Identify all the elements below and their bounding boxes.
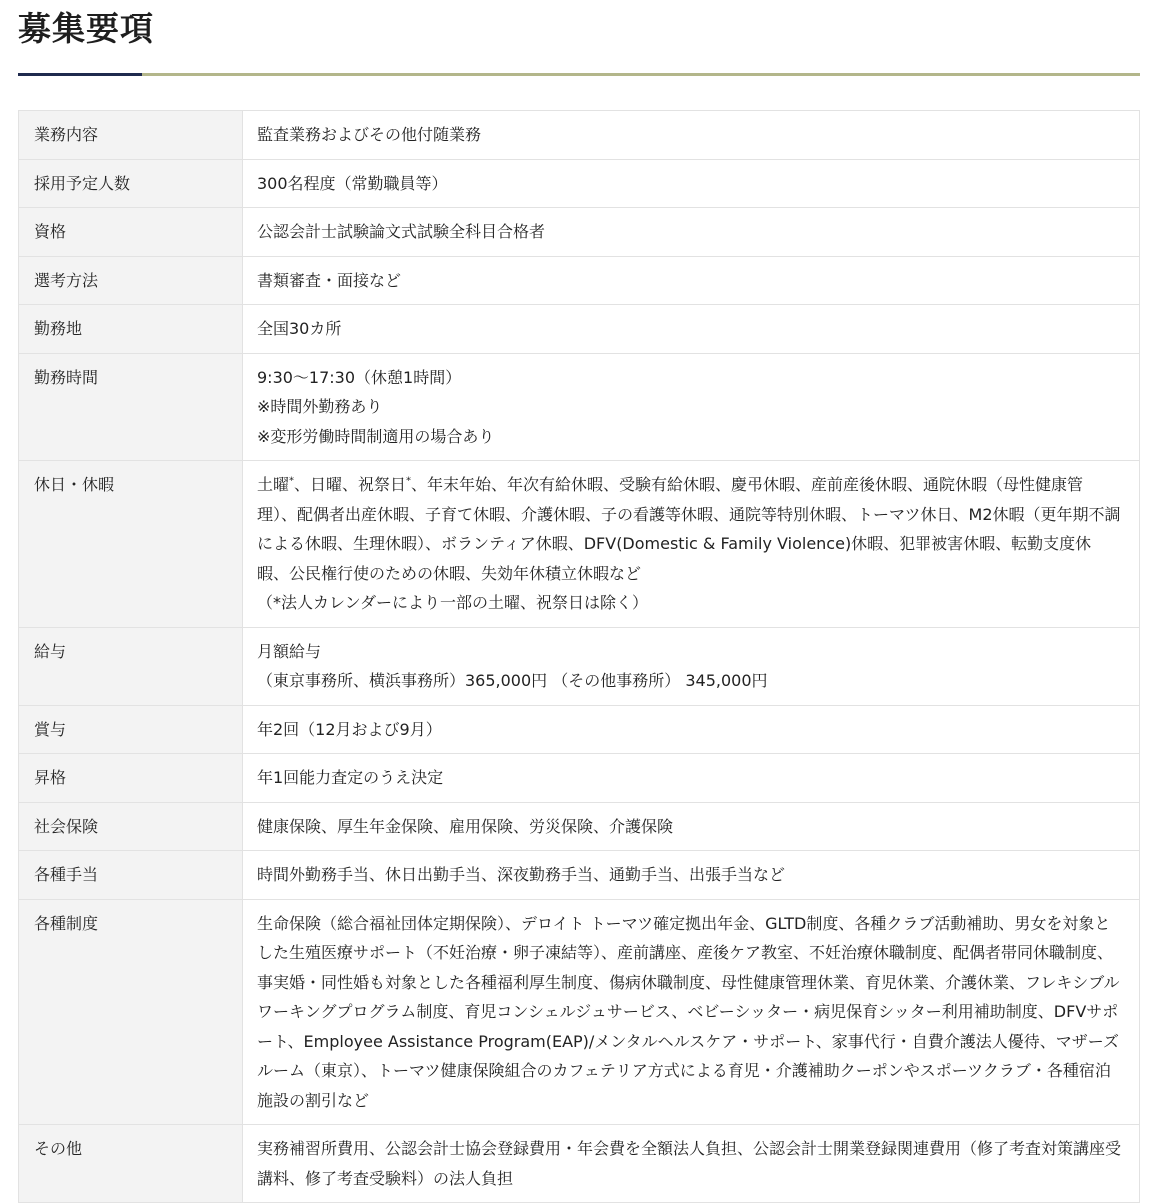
table-row-salary bbox=[19, 627, 1140, 705]
table-row-selection-method bbox=[19, 256, 1140, 305]
holiday-text: 、年末年始、年次有給休暇、受験有給休暇、慶弔休暇、産前産後休暇、通院休暇（母性健康管理）、配偶者出産休暇、子育て休暇、介護休暇、子の看護等休暇、通院等特別休暇、トーマツ休日、M2休暇（更年期不調による休暇、生理休暇）、ボランティア休暇、DFV(Domestic & Family Violence)休暇、犯罪被害休暇、転勤支度休暇、公民権行使のための休暇、失効年休積立休暇など bbox=[257, 475, 1121, 583]
row-label: 採用予定人数 bbox=[19, 159, 243, 208]
row-value-line: 生命保険（総合福祉団体定期保険）、デロイト トーマツ確定拠出年金、GLTD制度、各種クラブ活動補助、男女を対象とした生殖医療サポート（不妊治療・卵子凍結等）、産前講座、産後ケア教室、不妊治療休職制度、配偶者帯同休職制度、事実婚・同性婚も対象とした各種福利厚生制度、傷病休職制度、母性健康管理休業、育児休業、介護休業、フレキシブルワーキングプログラム制度、育児コンシェルジュサービス、ベビーシッター・病児保育シッター利用補助制度、DFVサポート、Employee Assistance Program(EAP)/メンタルヘルスケア・サポート、家事代行・自費介護法人優待、マザーズルーム（東京）、トーマツ健康保険組合のカフェテリア方式による育児・介護補助クーポンやスポーツクラブ・各種宿泊施設の割引など bbox=[257, 913, 1120, 1110]
row-value bbox=[243, 754, 1140, 803]
row-label: 資格 bbox=[19, 208, 243, 257]
row-value-line: 実務補習所費用、公認会計士協会登録費用・年会費を全額法人負担、公認会計士開業登録関連費用（修了考査対策講座受講料、修了考査受験料）の法人負担 bbox=[257, 1139, 1122, 1188]
row-label: 選考方法 bbox=[19, 256, 243, 305]
requirements-table bbox=[18, 110, 1140, 1203]
row-label: 給与 bbox=[19, 627, 243, 705]
row-value-line: 書類審査・面接など bbox=[257, 270, 402, 290]
holiday-list bbox=[257, 470, 1121, 588]
holiday-text: 土曜 bbox=[257, 475, 290, 494]
row-label: 各種制度 bbox=[19, 899, 243, 1125]
row-value-line: 年2回（12月および9月） bbox=[257, 719, 442, 739]
row-value bbox=[243, 353, 1140, 461]
row-value-line: （東京事務所、横浜事務所）365,000円 （その他事務所） 345,000円 bbox=[257, 671, 768, 690]
row-value-line: ※変形労働時間制適用の場合あり bbox=[257, 426, 495, 446]
table-row-qualification bbox=[19, 208, 1140, 257]
row-value-line: 時間外勤務手当、休日出勤手当、深夜勤務手当、通勤手当、出張手当など bbox=[257, 865, 786, 884]
row-value bbox=[243, 256, 1140, 305]
table-row-hiring-count bbox=[19, 159, 1140, 208]
row-value bbox=[243, 305, 1140, 354]
row-value-line: 全国30カ所 bbox=[257, 319, 342, 338]
title-divider bbox=[18, 73, 1140, 76]
row-value bbox=[243, 705, 1140, 754]
row-value bbox=[243, 627, 1140, 705]
row-label: 勤務時間 bbox=[19, 353, 243, 461]
row-label: 業務内容 bbox=[19, 111, 243, 160]
row-value-line: 月額給与 bbox=[257, 641, 322, 661]
row-value-line: 年1回能力査定のうえ決定 bbox=[257, 768, 444, 787]
holiday-text: 、日曜、祝祭日 bbox=[294, 475, 407, 494]
footnote-mark: * bbox=[406, 475, 412, 487]
row-value bbox=[243, 111, 1140, 160]
row-value-line: 公認会計士試験論文式試験全科目合格者 bbox=[257, 222, 546, 241]
row-value bbox=[243, 899, 1140, 1125]
table-row-other bbox=[19, 1125, 1140, 1203]
footnote-mark: * bbox=[289, 475, 295, 487]
table-row-social-insurance bbox=[19, 802, 1140, 851]
row-value bbox=[243, 802, 1140, 851]
row-value bbox=[243, 1125, 1140, 1203]
table-row-bonus bbox=[19, 705, 1140, 754]
row-value bbox=[243, 159, 1140, 208]
table-row-work-location bbox=[19, 305, 1140, 354]
row-value-line: 9:30〜17:30（休憩1時間） bbox=[257, 367, 462, 387]
title-divider-accent bbox=[18, 73, 142, 76]
table-row-job-description bbox=[19, 111, 1140, 160]
table-row-allowances bbox=[19, 851, 1140, 900]
table-row-working-hours bbox=[19, 353, 1140, 461]
row-label: 賞与 bbox=[19, 705, 243, 754]
row-label: 昇格 bbox=[19, 754, 243, 803]
table-row-holidays bbox=[19, 461, 1140, 628]
row-label: 休日・休暇 bbox=[19, 461, 243, 628]
row-value-line: 監査業務およびその他付随業務 bbox=[257, 125, 482, 144]
row-value-line: ※時間外勤務あり bbox=[257, 397, 383, 416]
row-label: その他 bbox=[19, 1125, 243, 1203]
row-label: 各種手当 bbox=[19, 851, 243, 900]
row-value bbox=[243, 208, 1140, 257]
table-row-benefit-programs bbox=[19, 899, 1140, 1125]
row-value-line: 健康保険、厚生年金保険、雇用保険、労災保険、介護保険 bbox=[257, 816, 674, 836]
row-label: 社会保険 bbox=[19, 802, 243, 851]
title-divider-line bbox=[142, 73, 1140, 76]
row-label: 勤務地 bbox=[19, 305, 243, 354]
holiday-footnote: （*法人カレンダーにより一部の土曜、祝祭日は除く） bbox=[257, 593, 648, 612]
row-value-line: 300名程度（常勤職員等） bbox=[257, 173, 448, 193]
row-value bbox=[243, 851, 1140, 900]
page-title: 募集要項 bbox=[18, 9, 154, 48]
row-value bbox=[243, 461, 1140, 628]
table-row-promotion bbox=[19, 754, 1140, 803]
